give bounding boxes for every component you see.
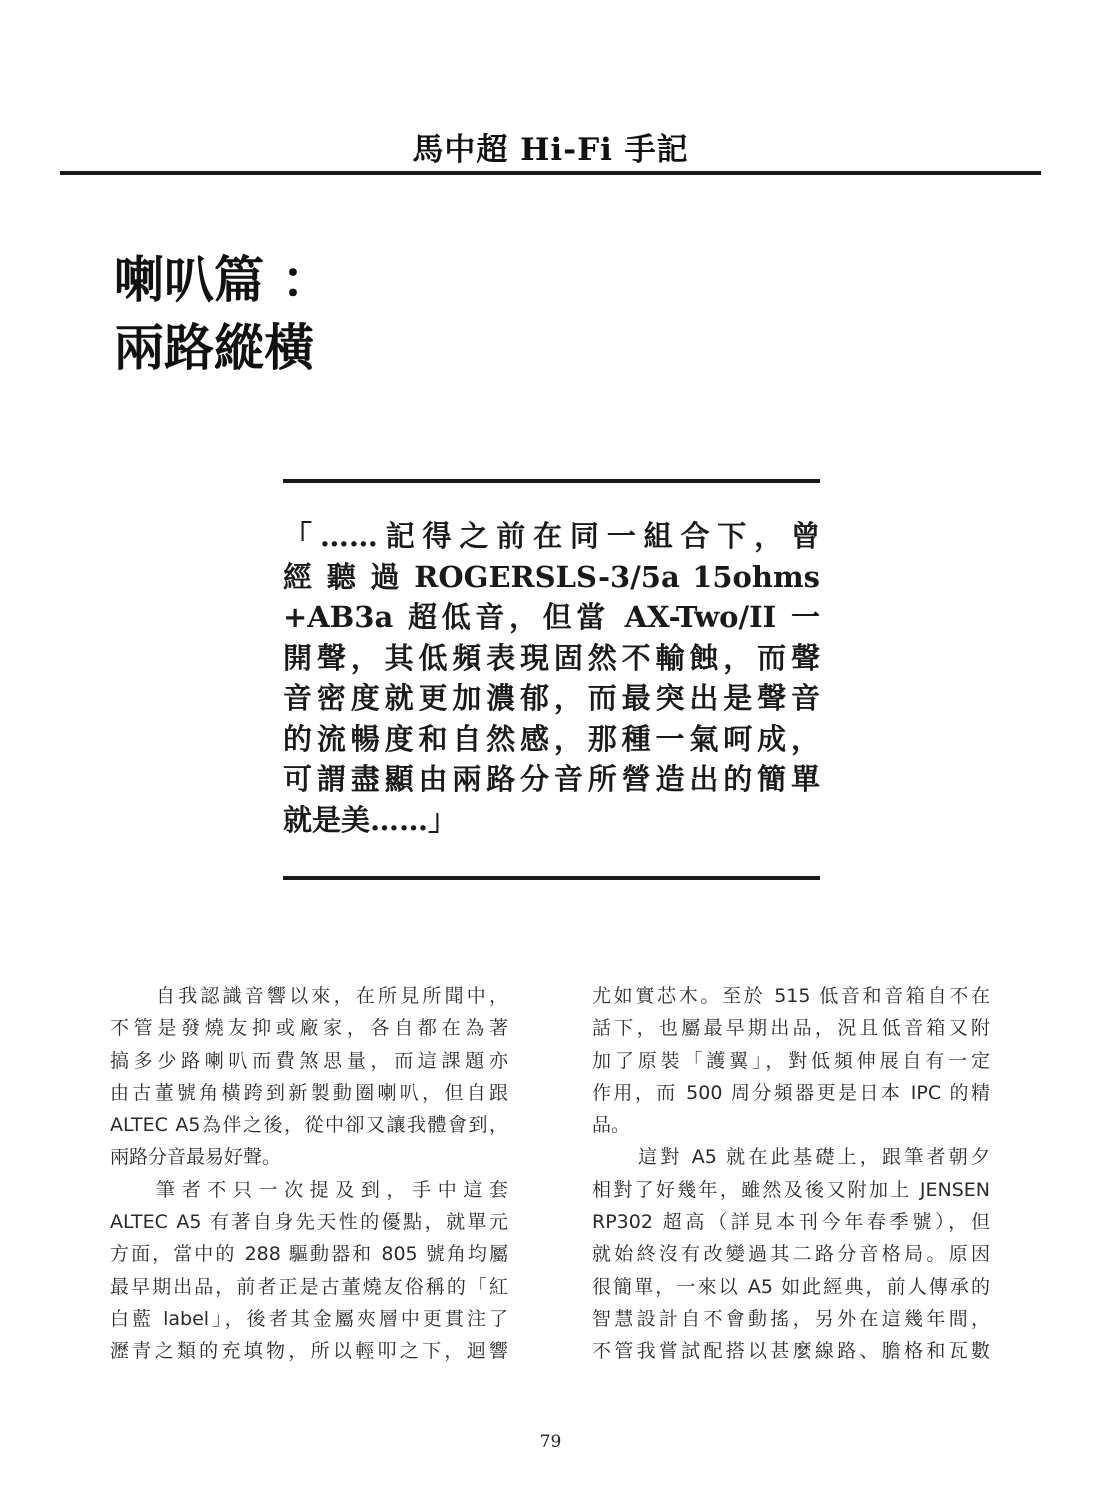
body-line: 這對 A5 就在此基礎上，跟筆者朝夕 — [638, 1146, 990, 1169]
body-line: 品。 — [592, 1114, 631, 1137]
body-line: 最早期出品，前者正是古董燒友俗稱的「紅 — [110, 1275, 508, 1298]
body-line: 自我認識音響以來，在所見所聞中， — [156, 985, 508, 1007]
body-line: 加了原裝「護翼」，對低頻伸展自有一定 — [592, 1049, 990, 1072]
header-rule — [60, 171, 1041, 175]
article-title-line-2: 兩路縱橫 — [114, 318, 314, 377]
body-line: 作用，而 500 周分頻器更是日本 IPC 的精 — [592, 1081, 990, 1104]
pull-quote-line: 就是美……」 — [283, 802, 458, 837]
pull-quote-line: 音密度就更加濃郁，而最突出是聲音 — [283, 681, 820, 715]
body-line: 兩路分音最易好聲。 — [110, 1146, 282, 1169]
body-line: RP302 超高（詳見本刊今年春季號），但 — [592, 1211, 990, 1234]
pull-quote-line: 的流暢度和自然感，那種一氣呵成， — [283, 721, 820, 756]
body-line: 相對了好幾年，雖然及後又附加上 JENSEN — [592, 1178, 990, 1201]
body-line: 不管我嘗試配搭以甚麼線路、膽格和瓦數 — [592, 1340, 990, 1363]
body-column-left — [110, 980, 508, 1368]
body-line: ALTEC A5 有著自身先天性的優點，就單元 — [110, 1211, 508, 1234]
article-title — [114, 246, 331, 382]
body-line: 話下，也屬最早期出品，況且低音箱又附 — [592, 1017, 990, 1040]
body-line: ALTEC A5為伴之後，從中卻又讓我體會到， — [110, 1114, 508, 1137]
body-column-right — [592, 980, 990, 1368]
body-line: 就始終沒有改變過其二路分音格局。原因 — [592, 1243, 990, 1266]
body-line: 搞多少路喇叭而費煞思量，而這課題亦 — [110, 1049, 508, 1072]
body-line: 方面，當中的 288 驅動器和 805 號角均屬 — [110, 1243, 508, 1266]
pull-quote-top-rule — [283, 479, 820, 483]
page-number: 79 — [539, 1432, 562, 1452]
pull-quote-bottom-rule — [283, 876, 820, 880]
pull-quote-line: 開聲，其低頻表現固然不輸蝕，而聲 — [283, 640, 820, 675]
body-line: 白藍 label」，後者其金屬夾層中更貫注了 — [110, 1307, 508, 1330]
body-line: 由古董號角橫跨到新製動圈喇叭，但自跟 — [110, 1081, 508, 1104]
pull-quote-line: 可謂盡顯由兩路分音所營造出的簡單 — [283, 762, 820, 796]
pull-quote — [283, 516, 820, 840]
body-line: 瀝青之類的充填物，所以輕叩之下，迴響 — [110, 1340, 508, 1363]
body-line: 尤如實芯木。至於 515 低音和音箱自不在 — [592, 985, 990, 1007]
body-line: 很簡單，一來以 A5 如此經典，前人傳承的 — [592, 1275, 990, 1298]
pull-quote-line: +AB3a 超低音，但當 AX-Two/II 一 — [283, 600, 820, 634]
article-title-line-1: 喇叭篇 ： — [114, 250, 332, 309]
pull-quote-line: 「……記得之前在同一組合下，曾 — [283, 519, 820, 553]
body-line: 不管是發燒友抑或廠家，各自都在為著 — [110, 1017, 508, 1040]
body-line: 筆者不只一次提及到，手中這套 — [156, 1178, 508, 1201]
running-header: 馬中超 Hi-Fi 手記 — [412, 132, 689, 168]
body-line: 智慧設計自不會動搖，另外在這幾年間， — [592, 1307, 990, 1330]
pull-quote-line: 經 聽 過 ROGERSLS-3/5a 15ohms — [283, 559, 820, 594]
